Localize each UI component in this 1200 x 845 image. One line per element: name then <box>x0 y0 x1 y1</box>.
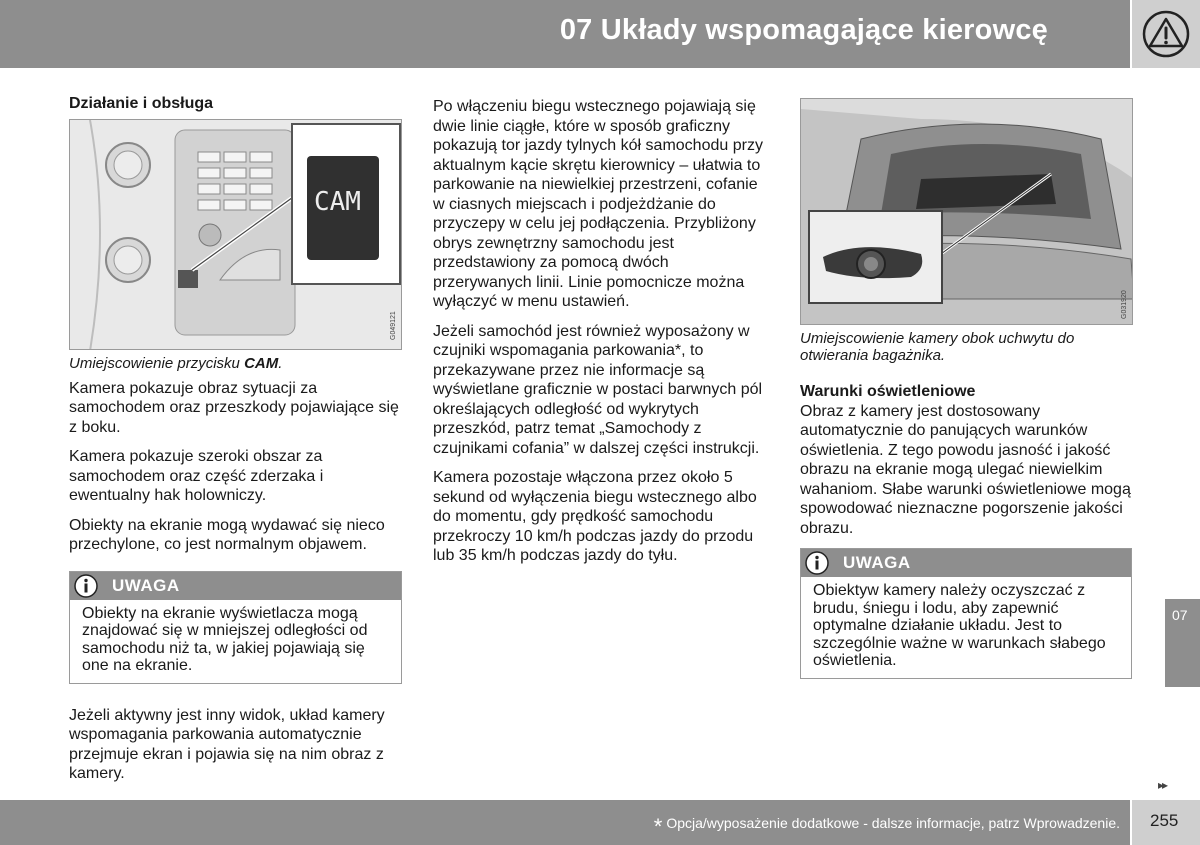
warning-triangle-icon <box>1142 10 1190 58</box>
note-body: Obiektyw kamery należy oczyszczać z brudu, śniegu i lodu, aby zapewnić optymalne działanie układu. Jest to szczególnie ważne w warunkach słabego oświetlenia. <box>813 582 1106 669</box>
paragraph: Obraz z kamery jest dostosowany automatycznie do panujących warunków oświetlenia. Z tego powodu jasność i jakość obrazu na ekranie mogą ulegać niewielkim wahaniom. Słabe warunki oświetleniowe mogą spowodować nieznaczne pogorszenie jakości obrazu. <box>800 402 1131 537</box>
paragraph: Kamera pozostaje włączona przez około 5 sekund od wyłączenia biegu wstecznego albo do momentu, gdy prędkość samochodu przekroczy 10 km/h podczas jazdy do przodu lub 35 km/h podczas jazdy do tyłu. <box>433 469 757 564</box>
section-heading: Warunki oświetleniowe <box>800 383 976 400</box>
info-icon <box>74 574 98 598</box>
note-body: Obiekty na ekranie wyświetlacza mogą znajdować się w mniejszej odległości od samochodu niż ta, w jakiej pojawiają się one na ekranie. <box>82 604 368 674</box>
chapter-title: 07 Układy wspomagające kierowcę <box>559 14 1048 46</box>
page-number-box <box>1132 800 1200 845</box>
paragraph: Jeżeli aktywny jest inny widok, układ kamery wspomagania parkowania automatycznie przejmuje ekran i pojawia się na nim obraz z kamery. <box>69 706 385 782</box>
footer-note <box>654 814 1120 840</box>
column-1 <box>69 94 402 794</box>
chapter-header <box>0 0 1130 68</box>
cam-button-figure <box>69 119 402 350</box>
page-number: 255 <box>1150 811 1179 830</box>
footer-note-text: Opcja/wyposażenie dodatkowe - dalsze informacje, patrz Wprowadzenie. <box>666 815 1120 831</box>
section-heading: Działanie i obsługa <box>69 95 214 112</box>
note-box <box>69 571 402 684</box>
note-header <box>70 572 401 600</box>
next-page-arrows-icon: ▸▸ <box>1158 778 1167 792</box>
paragraph: Jeżeli samochód jest również wyposażony w czujniki wspomagania parkowania*, to przekazywane przez nie informacje są wyświetlane graficznie w postaci barwnych pól określających odległość od wykrytych przeszkód, patrz temat „Samochody z czujnikami cofania” w dalszej części instrukcji. <box>433 322 763 457</box>
tailgate-illustration <box>801 99 1133 325</box>
paragraph: Kamera pokazuje obraz sytuacji za samochodem oraz przeszkody pojawiające się z boku. <box>69 379 399 436</box>
column-2 <box>433 97 768 576</box>
note-title: UWAGA <box>843 553 911 572</box>
note-header <box>801 549 1131 577</box>
paragraph: Obiekty na ekranie mogą wydawać się nieco przechylone, co jest normalnym objawem. <box>69 516 385 553</box>
page-footer <box>0 800 1130 845</box>
note-box <box>800 548 1132 679</box>
chapter-icon-box <box>1132 0 1200 68</box>
figure-caption: Umiejscowienie przycisku CAM. <box>69 354 283 372</box>
figure-caption: Umiejscowienie kamery obok uchwytu do otwierania bagażnika. <box>800 330 1075 364</box>
figure-code: G031920 <box>1121 290 1128 319</box>
asterisk: * <box>653 814 663 839</box>
note-title: UWAGA <box>112 575 180 595</box>
info-icon <box>805 551 829 575</box>
rear-camera-figure <box>800 98 1133 325</box>
column-3 <box>800 98 1132 701</box>
console-illustration <box>70 120 402 350</box>
paragraph: Kamera pokazuje szeroki obszar za samochodem oraz część zderzaka i ewentualny hak holowniczy. <box>69 448 324 504</box>
chapter-side-tab-label: 07 <box>1172 607 1188 623</box>
paragraph: Po włączeniu biegu wstecznego pojawiają się dwie linie ciągłe, które w sposób graficzny pokazują tor jazdy tylnych kół samochodu przy aktualnym kącie skrętu kierownicy – ułatwia to parkowanie na niewielkiej przestrzeni, cofanie w ciasnych miejscach i podjeżdżanie do przyczepy w celu jej podłączenia. Przybliżony obrys zewnętrzny samochodu jest przedstawiony za pomocą dwóch przerywanych linii. Linie pomocnicze można wyłączyć w menu ustawień. <box>433 98 763 310</box>
figure-code: G049121 <box>390 310 397 340</box>
cam-button-label: CAM <box>314 186 361 217</box>
chapter-side-tab[interactable] <box>1165 599 1200 687</box>
